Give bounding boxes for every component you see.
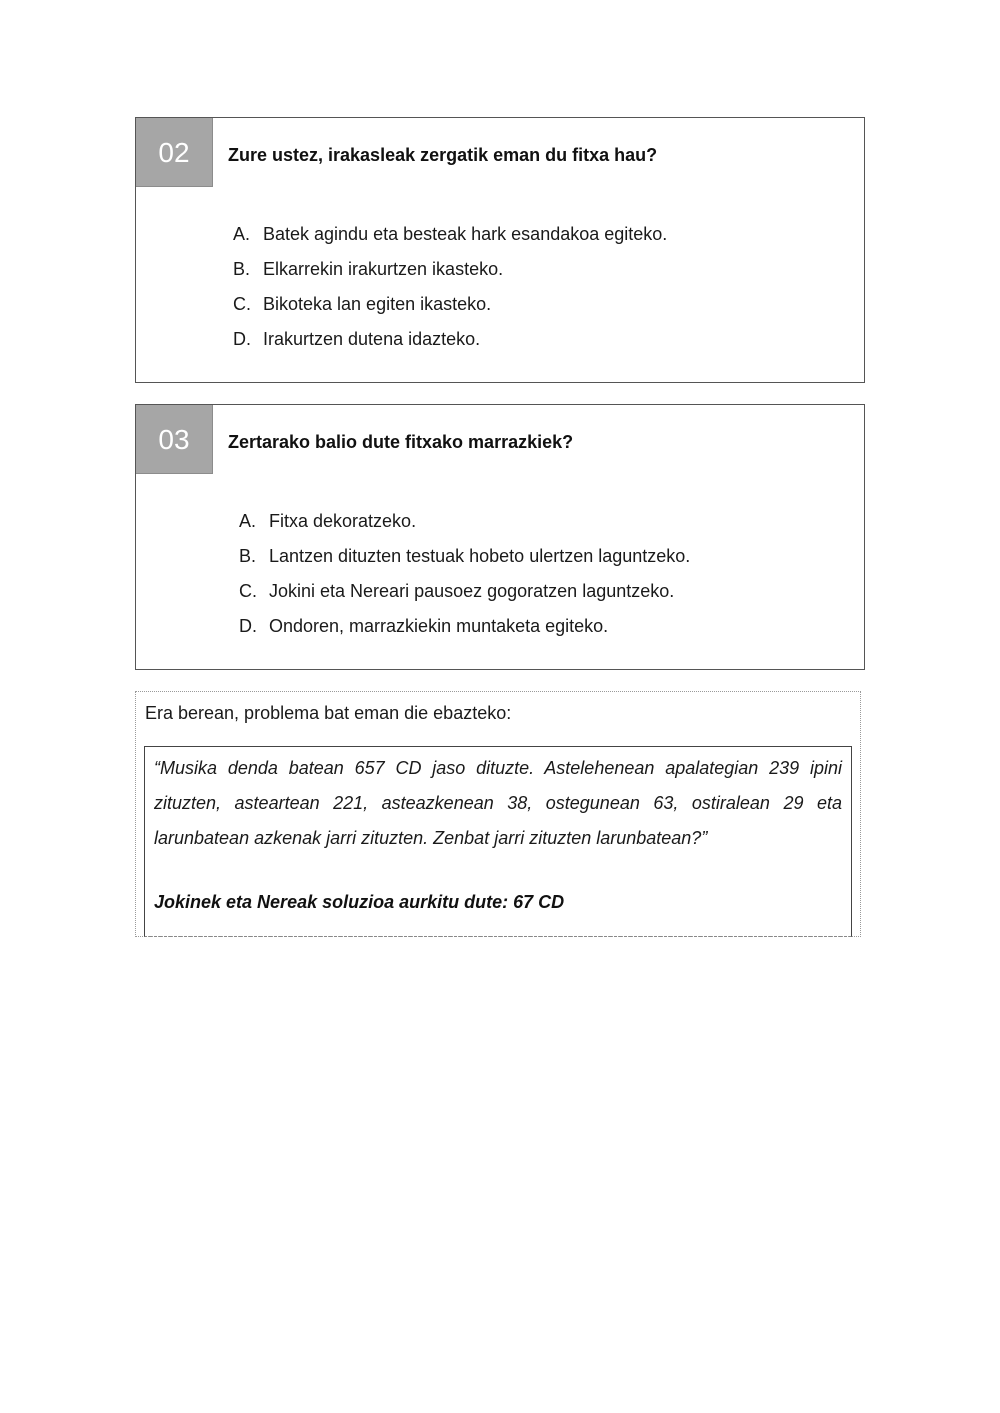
option-letter: D. — [239, 616, 257, 636]
answer-options-list — [233, 224, 667, 364]
option-text: Irakurtzen dutena idazteko. — [263, 329, 481, 349]
problem-statement-box — [144, 746, 852, 937]
question-02-box — [135, 117, 865, 383]
option-letter: A. — [233, 224, 251, 244]
problem-box — [135, 691, 861, 937]
option-text: Ondoren, marrazkiekin muntaketa egiteko. — [269, 616, 609, 636]
answer-option-d[interactable] — [233, 329, 667, 364]
option-text: Lantzen dituzten testuak hobeto ulertzen laguntzeko. — [269, 546, 691, 566]
question-03-box — [135, 404, 865, 670]
answer-options-list — [239, 511, 690, 651]
answer-option-b[interactable] — [233, 259, 667, 294]
option-letter: C. — [233, 294, 251, 314]
question-number-badge: 02 — [136, 118, 213, 187]
option-text: Batek agindu eta besteak hark esandakoa egiteko. — [263, 224, 668, 244]
answer-option-a[interactable] — [233, 224, 667, 259]
problem-statement: “Musika denda batean 657 CD jaso dituzte. Astelehenean apalategian 239 ipini zituzten, asteartean 221, asteazkenean 38, ostegunean 63, ostiralean 29 eta larunbatean azkenak jarri zituzten. Zenbat jarri zituzten larunbatean?” — [154, 758, 842, 848]
problem-solution: Jokinek eta Nereak soluzioa aurkitu dute: 67 CD — [154, 892, 565, 912]
option-text: Elkarrekin irakurtzen ikasteko. — [263, 259, 504, 279]
answer-option-a[interactable] — [239, 511, 690, 546]
question-number-badge: 03 — [136, 405, 213, 474]
problem-intro: Era berean, problema bat eman die ebazteko: — [145, 703, 512, 723]
option-text: Bikoteka lan egiten ikasteko. — [263, 294, 492, 314]
option-text: Jokini eta Nereari pausoez gogoratzen laguntzeko. — [269, 581, 675, 601]
answer-option-c[interactable] — [239, 581, 690, 616]
option-letter: D. — [233, 329, 251, 349]
answer-option-b[interactable] — [239, 546, 690, 581]
option-letter: C. — [239, 581, 257, 601]
answer-option-c[interactable] — [233, 294, 667, 329]
option-letter: B. — [239, 546, 257, 566]
option-letter: B. — [233, 259, 251, 279]
question-title: Zertarako balio dute fitxako marrazkiek? — [228, 432, 574, 452]
option-text: Fitxa dekoratzeko. — [269, 511, 417, 531]
option-letter: A. — [239, 511, 257, 531]
answer-option-d[interactable] — [239, 616, 690, 651]
question-title: Zure ustez, irakasleak zergatik eman du fitxa hau? — [228, 145, 658, 165]
